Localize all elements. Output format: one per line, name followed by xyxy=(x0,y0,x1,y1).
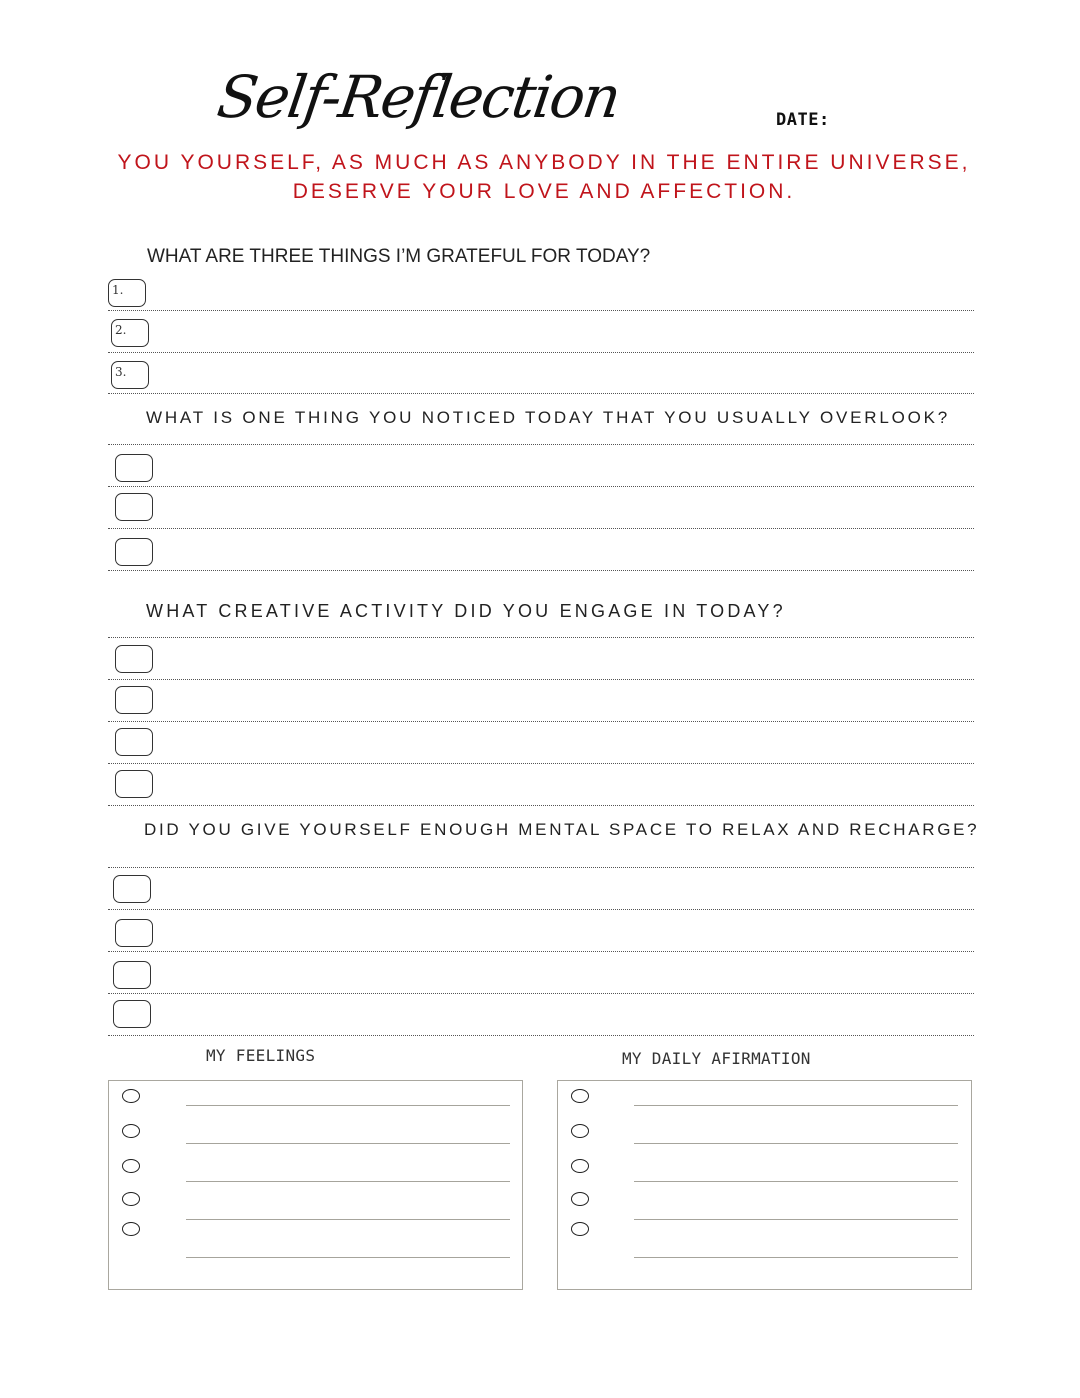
numbered-checkbox-3[interactable] xyxy=(111,361,149,389)
answer-line[interactable] xyxy=(108,867,974,868)
writing-line[interactable] xyxy=(634,1257,958,1258)
checkbox[interactable] xyxy=(115,686,153,714)
question-grateful: WHAT ARE THREE THINGS I’M GRATEFUL FOR TODAY? xyxy=(147,246,651,267)
answer-line[interactable] xyxy=(108,352,974,353)
writing-line[interactable] xyxy=(634,1143,958,1144)
bullet-circle[interactable] xyxy=(122,1159,140,1173)
answer-line[interactable] xyxy=(108,444,974,445)
bullet-circle[interactable] xyxy=(571,1089,589,1103)
checkbox[interactable] xyxy=(115,728,153,756)
checkbox[interactable] xyxy=(113,1000,151,1028)
writing-line[interactable] xyxy=(634,1219,958,1220)
bullet-circle[interactable] xyxy=(571,1124,589,1138)
checkbox[interactable] xyxy=(115,645,153,673)
date-label: DATE: xyxy=(776,110,830,130)
checkbox[interactable] xyxy=(115,454,153,482)
number-label: 3. xyxy=(115,365,127,379)
answer-line[interactable] xyxy=(108,679,974,680)
answer-line[interactable] xyxy=(108,805,974,806)
checkbox[interactable] xyxy=(115,919,153,947)
writing-line[interactable] xyxy=(186,1257,510,1258)
answer-line[interactable] xyxy=(108,721,974,722)
answer-line[interactable] xyxy=(108,393,974,394)
page-title: Self-Reflection xyxy=(213,63,624,131)
answer-line[interactable] xyxy=(108,1035,974,1036)
question-creative: WHAT CREATIVE ACTIVITY DID YOU ENGAGE IN TODAY? xyxy=(146,601,786,621)
numbered-checkbox-1[interactable] xyxy=(108,279,146,307)
checkbox[interactable] xyxy=(115,770,153,798)
bullet-circle[interactable] xyxy=(122,1192,140,1206)
checkbox[interactable] xyxy=(115,538,153,566)
number-label: 1. xyxy=(112,283,124,297)
bullet-circle[interactable] xyxy=(571,1192,589,1206)
bullet-circle[interactable] xyxy=(571,1159,589,1173)
answer-line[interactable] xyxy=(108,528,974,529)
question-overlook: WHAT IS ONE THING YOU NOTICED TODAY THAT YOU USUALLY OVERLOOK? xyxy=(146,408,951,427)
answer-line[interactable] xyxy=(108,763,974,764)
bullet-circle[interactable] xyxy=(122,1124,140,1138)
number-label: 2. xyxy=(115,323,127,337)
writing-line[interactable] xyxy=(634,1181,958,1182)
question-relax: DID YOU GIVE YOURSELF ENOUGH MENTAL SPACE TO RELAX AND RECHARGE? xyxy=(144,820,980,839)
checkbox[interactable] xyxy=(113,961,151,989)
writing-line[interactable] xyxy=(186,1143,510,1144)
writing-line[interactable] xyxy=(186,1219,510,1220)
bullet-circle[interactable] xyxy=(122,1089,140,1103)
quote-line-2: DESERVE YOUR LOVE AND AFFECTION. xyxy=(292,180,796,203)
numbered-checkbox-2[interactable] xyxy=(111,319,149,347)
bullet-circle[interactable] xyxy=(122,1222,140,1236)
answer-line[interactable] xyxy=(108,993,974,994)
quote xyxy=(100,148,988,206)
feelings-title: MY FEELINGS xyxy=(206,1046,316,1065)
writing-line[interactable] xyxy=(186,1181,510,1182)
affirmation-title: MY DAILY AFIRMATION xyxy=(622,1049,811,1068)
feelings-panel xyxy=(108,1080,523,1290)
answer-line[interactable] xyxy=(108,637,974,638)
answer-line[interactable] xyxy=(108,486,974,487)
answer-line[interactable] xyxy=(108,310,974,311)
quote-line-1: YOU YOURSELF, AS MUCH AS ANYBODY IN THE ENTIRE UNIVERSE, xyxy=(117,151,971,174)
answer-line[interactable] xyxy=(108,909,974,910)
writing-line[interactable] xyxy=(634,1105,958,1106)
checkbox[interactable] xyxy=(113,875,151,903)
affirmation-panel xyxy=(557,1080,972,1290)
checkbox[interactable] xyxy=(115,493,153,521)
answer-line[interactable] xyxy=(108,570,974,571)
answer-line[interactable] xyxy=(108,951,974,952)
writing-line[interactable] xyxy=(186,1105,510,1106)
bullet-circle[interactable] xyxy=(571,1222,589,1236)
